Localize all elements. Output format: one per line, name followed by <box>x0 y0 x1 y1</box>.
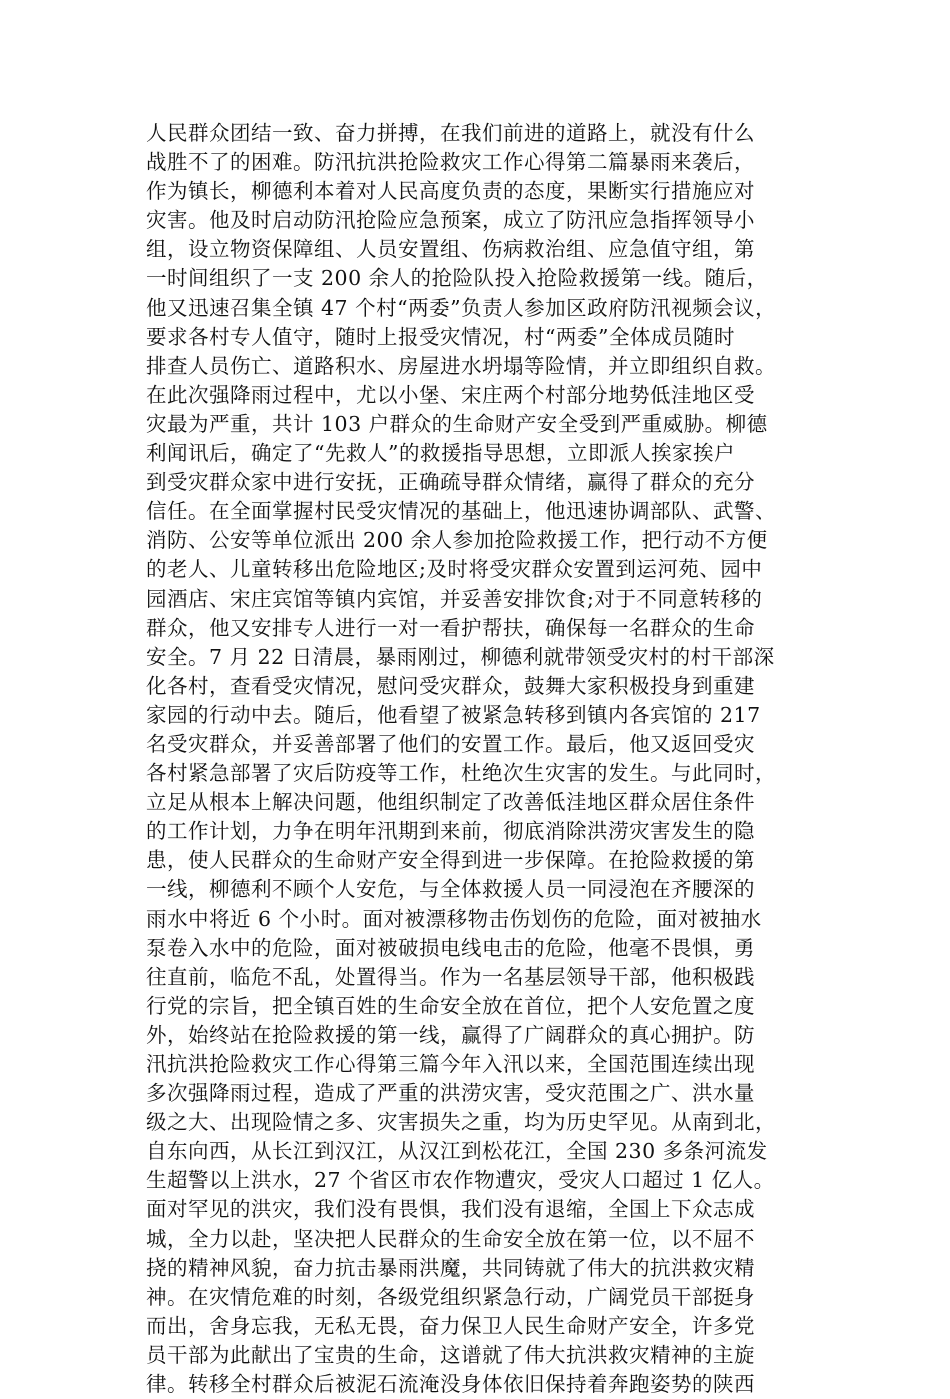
text-line: 城，全力以赴，坚决把人民群众的生命安全放在第一位，以不屈不 <box>146 1226 755 1251</box>
text-line: 信任。在全面掌握村民受灾情况的基础上，他迅速协调部队、武警、 <box>146 499 776 524</box>
text-line: 化各村，查看受灾情况，慰问受灾群众，鼓舞大家积极投身到重建 <box>146 673 755 698</box>
text-line: 要求各村专人值守，随时上报受灾情况，村“两委”全体成员随时 <box>146 324 735 349</box>
text-line: 律。转移全村群众后被泥石流淹没身体依旧保持着奔跑姿势的陕西 <box>146 1372 755 1397</box>
text-line: 神。在灾情危难的时刻，各级党组织紧急行动，广阔党员干部挺身 <box>146 1284 755 1309</box>
text-line: 的工作计划，力争在明年汛期到来前，彻底消除洪涝灾害发生的隐 <box>146 819 755 844</box>
text-line: 组，设立物资保障组、人员安置组、伤病救治组、应急值守组，第 <box>146 237 755 262</box>
text-line: 外，始终站在抢险救援的第一线，赢得了广阔群众的真心拥护。防 <box>146 1022 755 1047</box>
text-line: 作为镇长，柳德利本着对人民高度负责的态度，果断实行措施应对 <box>146 179 755 204</box>
text-line: 一时间组织了一支 200 余人的抢险队投入抢险救援第一线。随后， <box>146 266 768 291</box>
text-line: 到受灾群众家中进行安抚，正确疏导群众情绪，赢得了群众的充分 <box>146 470 755 495</box>
text-line: 各村紧急部署了灾后防疫等工作，杜绝次生灾害的发生。与此同时， <box>146 761 776 786</box>
text-line: 战胜不了的困难。防汛抗洪抢险救灾工作心得第二篇暴雨来袭后， <box>146 150 755 175</box>
text-line: 群众，他又安排专人进行一对一看护帮扶，确保每一名群众的生命 <box>146 615 755 640</box>
text-line: 多次强降雨过程，造成了严重的洪涝灾害，受灾范围之广、洪水量 <box>146 1081 755 1106</box>
text-line: 人民群众团结一致、奋力拼搏，在我们前进的道路上，就没有什么 <box>146 121 755 145</box>
text-line: 雨水中将近 6 个小时。面对被漂移物击伤划伤的危险，面对被抽水 <box>146 906 762 931</box>
text-line: 园酒店、宋庄宾馆等镇内宾馆，并妥善安排饮食;对于不同意转移的 <box>146 586 763 611</box>
text-line: 名受灾群众，并妥善部署了他们的安置工作。最后，他又返回受灾 <box>146 731 755 756</box>
text-line: 级之大、出现险情之多、灾害损失之重，均为历史罕见。从南到北， <box>146 1110 776 1135</box>
text-line: 利闻讯后，确定了“先救人”的救援指导思想，立即派人挨家挨户 <box>146 441 735 466</box>
text-line: 往直前，临危不乱，处置得当。作为一名基层领导干部，他积极践 <box>146 964 755 989</box>
text-line: 而出，舍身忘我，无私无畏，奋力保卫人民生命财产安全，许多党 <box>146 1313 755 1338</box>
text-line: 生超警以上洪水，27 个省区市农作物遭灾，受灾人口超过 1 亿人。 <box>146 1168 775 1193</box>
body-text <box>146 119 826 1399</box>
text-line: 泵卷入水中的危险，面对被破损电线电击的危险，他毫不畏惧，勇 <box>146 935 755 960</box>
text-line: 的老人、儿童转移出危险地区;及时将受灾群众安置到运河苑、园中 <box>146 557 763 582</box>
text-line: 立足从根本上解决问题，他组织制定了改善低洼地区群众居住条件 <box>146 790 755 815</box>
text-line: 挠的精神风貌，奋力抗击暴雨洪魔，共同铸就了伟大的抗洪救灾精 <box>146 1255 755 1280</box>
text-line: 员干部为此献出了宝贵的生命，这谱就了伟大抗洪救灾精神的主旋 <box>146 1342 755 1367</box>
text-line: 自东向西，从长江到汉江，从汉江到松花江，全国 230 多条河流发 <box>146 1139 768 1164</box>
text-line: 患，使人民群众的生命财产安全得到进一步保障。在抢险救援的第 <box>146 848 755 873</box>
text-line: 在此次强降雨过程中，尤以小堡、宋庄两个村部分地势低洼地区受 <box>146 382 755 407</box>
text-line: 行党的宗旨，把全镇百姓的生命安全放在首位，把个人安危置之度 <box>146 993 755 1018</box>
text-line: 面对罕见的洪灾，我们没有畏惧，我们没有退缩，全国上下众志成 <box>146 1197 755 1222</box>
text-line: 他又迅速召集全镇 47 个村“两委”负责人参加区政府防汛视频会议， <box>146 295 777 320</box>
text-line: 家园的行动中去。随后，他看望了被紧急转移到镇内各宾馆的 217 <box>146 702 761 727</box>
text-line: 安全。7 月 22 日清晨，暴雨刚过，柳德利就带领受灾村的村干部深 <box>146 644 775 669</box>
text-line: 灾害。他及时启动防汛抢险应急预案，成立了防汛应急指挥领导小 <box>146 208 755 233</box>
text-line: 消防、公安等单位派出 200 余人参加抢险救援工作，把行动不方便 <box>146 528 768 553</box>
text-line: 一线，柳德利不顾个人安危，与全体救援人员一同浸泡在齐腰深的 <box>146 877 755 902</box>
text-line: 排查人员伤亡、道路积水、房屋进水坍塌等险情，并立即组织自救。 <box>146 353 776 378</box>
text-line: 灾最为严重，共计 103 户群众的生命财产安全受到严重威胁。柳德 <box>146 411 768 436</box>
text-line: 汛抗洪抢险救灾工作心得第三篇今年入汛以来，全国范围连续出现 <box>146 1052 755 1076</box>
